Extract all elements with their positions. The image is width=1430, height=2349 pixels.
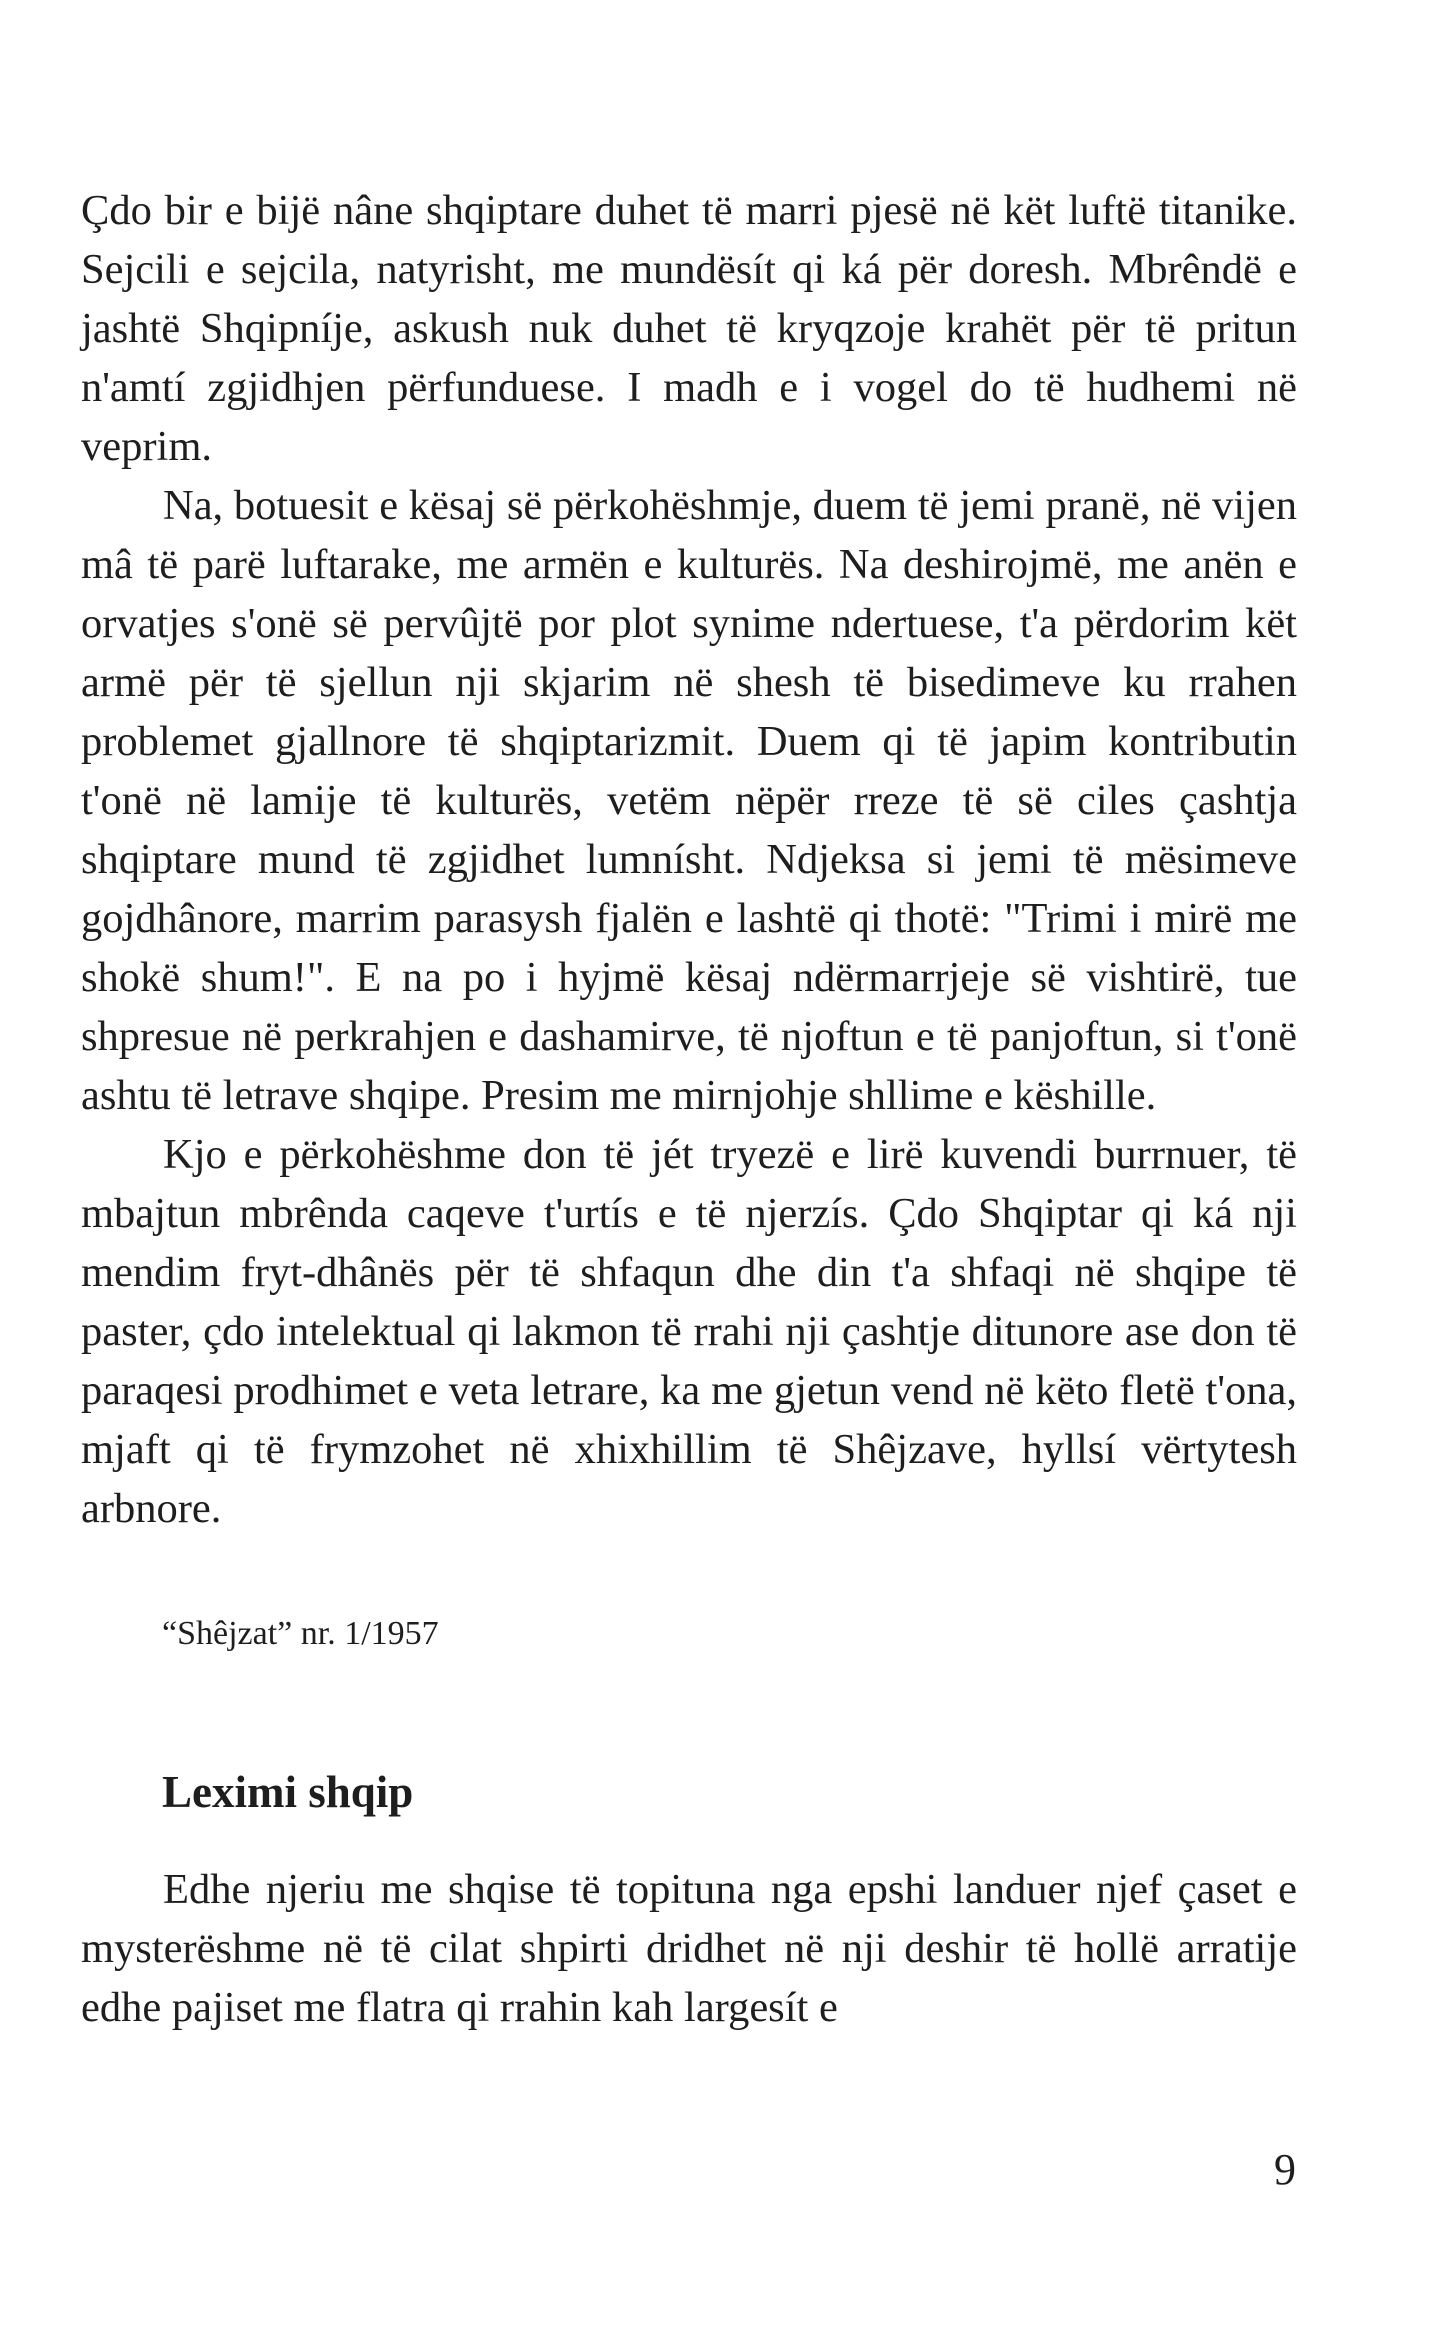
source-citation: “Shêjzat” nr. 1/1957 — [162, 1615, 439, 1652]
section-paragraph: Edhe njeriu me shqise të topituna nga epshi landuer njef çaset e mysterëshme në të cilat shpirti dridhet në nji deshir të hollë arratije edhe pajiset me flatra qi rrahin kah largesít e — [81, 1866, 1297, 2031]
page-number: 9 — [1274, 2145, 1296, 2194]
section-text — [81, 1860, 1297, 2037]
section-heading: Leximi shqip — [162, 1767, 414, 1817]
body-text — [81, 181, 1297, 1538]
paragraph-3: Kjo e përkohëshme don të jét tryezë e lirë kuvendi burrnuer, të mbajtun mbrênda caqeve t'urtís e të njerzís. Çdo Shqiptar qi ká nji mendim fryt-dhânës për të shfaqun dhe din t'a shfaqi në shqipe të paster, çdo intelektual qi lakmon të rrahi nji çashtje ditunore ase don të paraqesi prodhimet e veta letrare, ka me gjetun vend në këto fletë t'ona, mjaft qi të frymzohet në xhixhillim të Shêjzave, hyllsí vërtytesh arbnore. — [81, 1131, 1297, 1532]
paragraph-2: Na, botuesit e kësaj së përkohëshmje, duem të jemi pranë, në vijen mâ të parë luftarake, me armën e kulturës. Na deshirojmë, me anën e orvatjes s'onë së pervûjtë por plot synime ndertuese, t'a përdorim kët armë për të sjellun nji skjarim në shesh të bisedimeve ku rrahen problemet gjallnore të shqiptarizmit. Duem qi të japim kontributin t'onë në lamije të kulturës, vetëm nëpër rreze të së ciles çashtja shqiptare mund të zgjidhet lumnísht. Ndjeksa si jemi të mësimeve gojdhânore, marrim parasysh fjalën e lashtë qi thotë: "Trimi i mirë me shokë shum!". E na po i hyjmë kësaj ndërmarrjeje së vishtirë, tue shpresue në perkrahjen e dashamirve, të njoftun e të panjoftun, si t'onë ashtu të letrave shqipe. Presim me mirnjohje shllime e këshille. — [81, 482, 1297, 1119]
paragraph-1: Çdo bir e bijë nâne shqiptare duhet të marri pjesë në kët luftë titanike. Sejcili e sejcila, natyrisht, me mundësít qi ká për doresh. Mbrêndë e jashtë Shqipníje, askush nuk duhet të kryqzoje krahët për të pritun n'amtí zgjidhjen përfunduese. I madh e i vogel do të hudhemi në veprim. — [81, 187, 1297, 470]
